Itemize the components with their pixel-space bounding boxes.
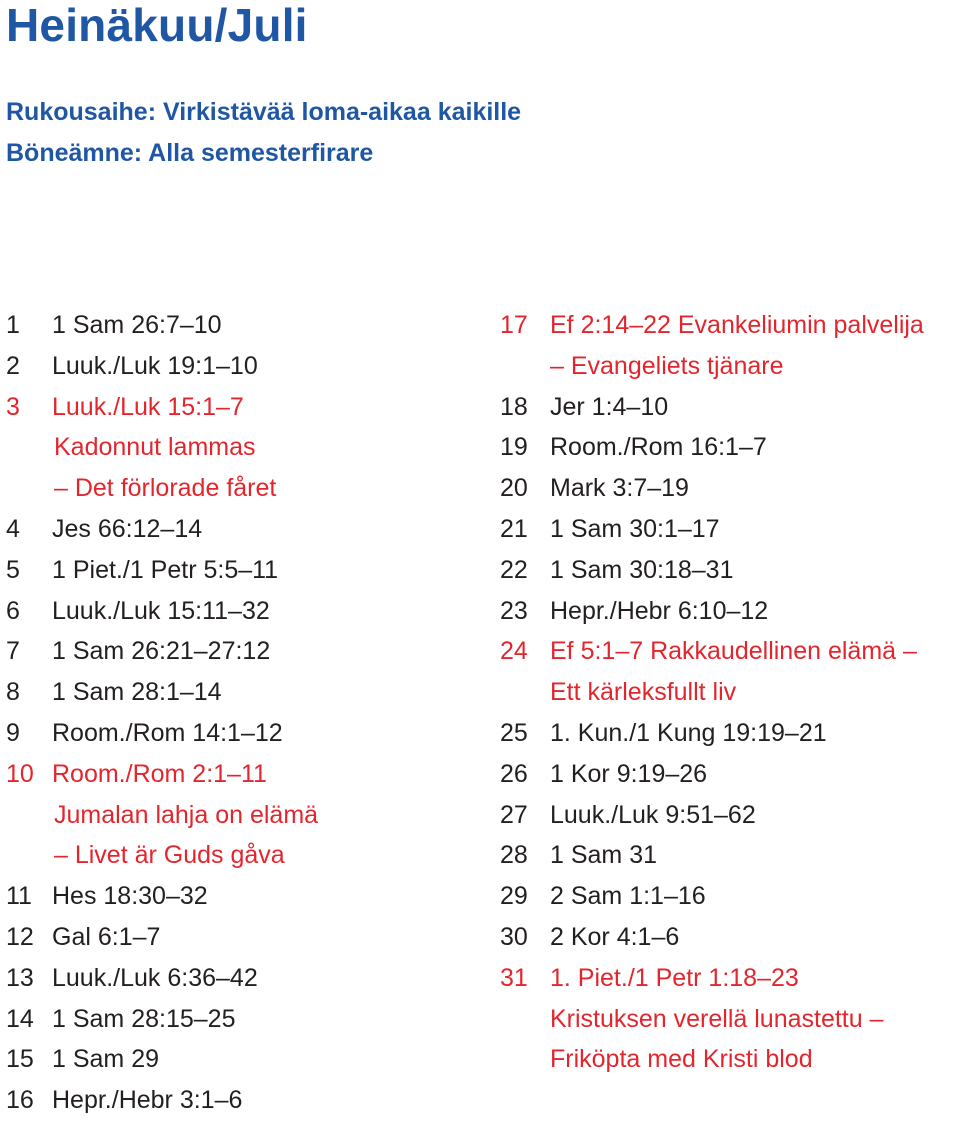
bible-reference: 1 Sam 29 (52, 1045, 160, 1074)
reading-row-day-30 (500, 917, 960, 958)
day-number: 11 (6, 882, 32, 911)
reading-row-day-8 (6, 672, 476, 713)
reading-list-right (500, 305, 960, 1080)
reading-row-day-31 (500, 958, 960, 999)
bible-reference: 1 Piet./1 Petr 5:5–11 (52, 555, 279, 584)
bible-reference: 2 Sam 1:1–16 (550, 882, 706, 911)
day-number: 4 (6, 514, 20, 543)
theme-text: – Det förlorade fåret (54, 474, 277, 503)
reading-row-day-24 (500, 631, 960, 672)
reading-row-day-7 (6, 631, 476, 672)
reading-row-theme-line (500, 1039, 960, 1080)
bible-reference: Ef 5:1–7 Rakkaudellinen elämä – (550, 637, 917, 666)
bible-reference: Hepr./Hebr 6:10–12 (550, 596, 769, 625)
day-number: 18 (500, 392, 528, 421)
bible-reference: Hes 18:30–32 (52, 882, 208, 911)
day-number: 15 (6, 1045, 34, 1074)
day-number: 6 (6, 596, 20, 625)
reading-row-theme-line (500, 999, 960, 1040)
bible-reference: Ef 2:14–22 Evankeliumin palvelija (550, 311, 924, 339)
day-number: 24 (500, 637, 528, 666)
reading-row-day-6 (6, 591, 476, 632)
theme-text: Kristuksen verellä lunastettu – (550, 1004, 884, 1033)
reading-row-day-20 (500, 468, 960, 509)
bible-reference: 2 Kor 4:1–6 (550, 922, 680, 951)
reading-row-theme-line (500, 672, 960, 713)
reading-row-day-12 (6, 917, 476, 958)
bible-reference: Luuk./Luk 15:11–32 (52, 596, 270, 625)
reading-row-day-1 (6, 305, 476, 346)
day-number: 14 (6, 1004, 34, 1033)
theme-text: Kadonnut lammas (54, 433, 256, 462)
day-number: 13 (6, 963, 34, 992)
reading-row-day-14 (6, 999, 476, 1040)
reading-row-day-19 (500, 427, 960, 468)
reading-row-day-22 (500, 550, 960, 591)
day-number: 27 (500, 800, 528, 829)
day-number: 16 (6, 1086, 34, 1115)
bible-reference: 1 Sam 28:1–14 (52, 678, 222, 707)
prayer-theme-finnish: Rukousaihe: Virkistävää loma-aikaa kaikille (6, 98, 522, 126)
bible-reference: 1. Kun./1 Kung 19:19–21 (550, 718, 827, 747)
bible-reference: Gal 6:1–7 (52, 922, 161, 951)
day-number: 26 (500, 759, 528, 788)
reading-row-day-28 (500, 835, 960, 876)
reading-row-day-11 (6, 876, 476, 917)
bible-reference: Luuk./Luk 15:1–7 (52, 392, 244, 421)
day-number: 12 (6, 922, 34, 951)
bible-reference: Room./Rom 16:1–7 (550, 433, 767, 462)
day-number: 23 (500, 596, 528, 625)
day-number: 17 (500, 311, 528, 339)
reading-row-day-29 (500, 876, 960, 917)
day-number: 5 (6, 555, 20, 584)
reading-row-day-5 (6, 550, 476, 591)
theme-text: Ett kärleksfullt liv (550, 678, 737, 707)
theme-text: Jumalan lahja on elämä (54, 800, 319, 829)
day-number: 9 (6, 718, 20, 747)
reading-row-day-9 (6, 713, 476, 754)
day-number: 2 (6, 351, 20, 380)
day-number: 21 (500, 514, 528, 543)
bible-reference: 1 Sam 30:18–31 (550, 555, 734, 584)
bible-reference: Room./Rom 2:1–11 (52, 759, 267, 788)
bible-reference: 1 Sam 26:7–10 (52, 311, 222, 339)
reading-row-day-4 (6, 509, 476, 550)
reading-row-day-3 (6, 387, 476, 428)
bible-reference: Luuk./Luk 9:51–62 (550, 800, 756, 829)
day-number: 29 (500, 882, 528, 911)
bible-reference: 1 Sam 28:15–25 (52, 1004, 236, 1033)
day-number: 20 (500, 474, 528, 503)
bible-reference: 1 Kor 9:19–26 (550, 759, 708, 788)
reading-row-day-13 (6, 958, 476, 999)
reading-row-theme-line (6, 835, 476, 876)
reading-list-left (6, 305, 476, 1121)
reading-row-day-17 (500, 305, 960, 346)
reading-row-day-15 (6, 1039, 476, 1080)
bible-reference: Luuk./Luk 19:1–10 (52, 351, 258, 380)
reading-row-day-10 (6, 754, 476, 795)
reading-row-theme-line (6, 427, 476, 468)
reading-row-day-18 (500, 387, 960, 428)
day-number: 7 (6, 637, 20, 666)
theme-text: – Livet är Guds gåva (54, 841, 285, 870)
reading-row-theme-line (6, 468, 476, 509)
bible-reference: 1 Sam 26:21–27:12 (52, 637, 271, 666)
theme-text: – Evangeliets tjänare (550, 351, 784, 380)
day-number: 8 (6, 678, 20, 707)
bible-reference: Mark 3:7–19 (550, 474, 689, 503)
prayer-theme-swedish: Böneämne: Alla semesterfirare (6, 139, 374, 167)
reading-row-day-21 (500, 509, 960, 550)
page-title: Heinäkuu/Juli (6, 0, 308, 51)
bible-reference: Jes 66:12–14 (52, 514, 203, 543)
reading-row-day-16 (6, 1080, 476, 1121)
day-number: 19 (500, 433, 528, 462)
bible-reference: 1 Sam 30:1–17 (550, 514, 720, 543)
reading-row-theme-line (500, 346, 960, 387)
reading-row-day-2 (6, 346, 476, 387)
bible-reference: Room./Rom 14:1–12 (52, 718, 283, 747)
bible-reference: Jer 1:4–10 (550, 392, 669, 421)
day-number: 31 (500, 963, 528, 992)
bible-reference: Hepr./Hebr 3:1–6 (52, 1086, 243, 1115)
bible-reference: Luuk./Luk 6:36–42 (52, 963, 258, 992)
reading-row-theme-line (6, 795, 476, 836)
day-number: 10 (6, 759, 34, 788)
reading-row-day-27 (500, 795, 960, 836)
day-number: 1 (6, 311, 20, 339)
day-number: 22 (500, 555, 528, 584)
day-number: 25 (500, 718, 528, 747)
day-number: 3 (6, 392, 20, 421)
theme-text: Friköpta med Kristi blod (550, 1045, 813, 1074)
reading-row-day-23 (500, 591, 960, 632)
day-number: 30 (500, 922, 528, 951)
reading-row-day-26 (500, 754, 960, 795)
reading-row-day-25 (500, 713, 960, 754)
day-number: 28 (500, 841, 528, 870)
bible-reference: 1 Sam 31 (550, 841, 658, 870)
bible-reference: 1. Piet./1 Petr 1:18–23 (550, 963, 799, 992)
